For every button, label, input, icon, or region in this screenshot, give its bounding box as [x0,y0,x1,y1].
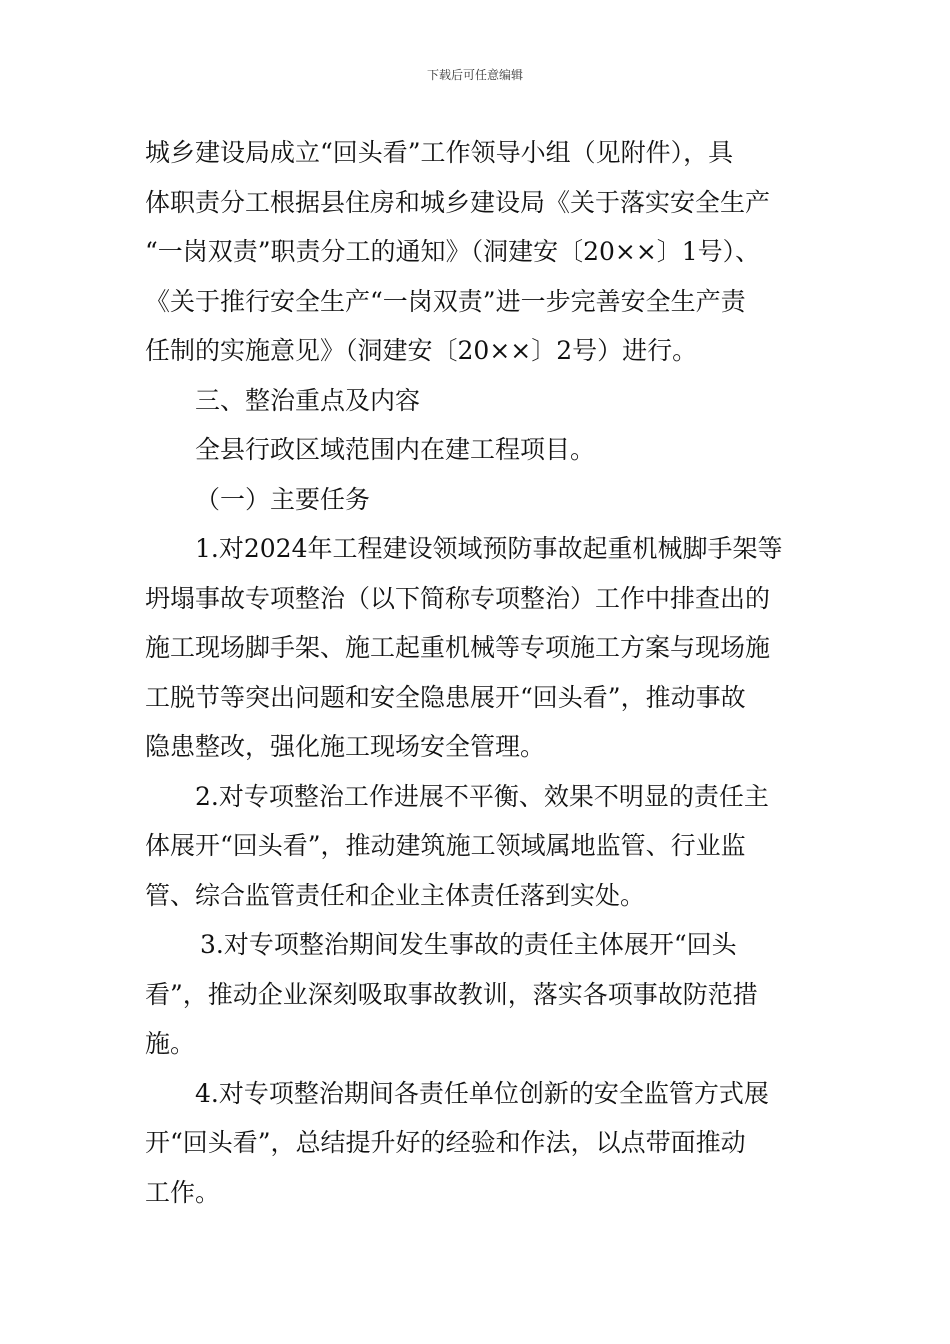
document-body [145,128,815,1217]
text-line: 施工现场脚手架、施工起重机械等专项施工方案与现场施 [145,633,771,662]
text-line: 《关于推行安全生产“一岗双责”进一步完善安全生产责 [145,286,746,316]
text-line: 看”，推动企业深刻吸取事故教训，落实各项事故防范措 [145,979,758,1009]
text-line: 体职责分工根据县住房和城乡建设局《关于落实安全生产 [145,187,771,217]
section-heading: 三、整治重点及内容 [195,385,421,415]
text-line: 任制的实施意见》（洞建安〔20××〕2号）进行。 [145,336,698,365]
page-header: 下载后可任意编辑 [426,68,523,82]
text-line: 管、综合监管责任和企业主体责任落到实处。 [145,880,646,910]
text-line: 隐患整改，强化施工现场安全管理。 [145,732,546,761]
text-line: 工作。 [145,1177,221,1207]
text-line: 3.对专项整治期间发生事故的责任主体展开“回头 [200,930,737,959]
subsection-heading: （一）主要任务 [195,484,371,514]
text-line: 工脱节等突出问题和安全隐患展开“回头看”，推动事故 [145,682,746,712]
text-line: 1.对2024年工程建设领域预防事故起重机械脚手架等 [195,534,783,563]
text-line: 坍塌事故专项整治（以下简称专项整治）工作中排查出的 [145,583,771,613]
text-line: 全县行政区域范围内在建工程项目。 [195,435,596,464]
text-line: 体展开“回头看”，推动建筑施工领域属地监管、行业监 [145,831,746,860]
text-line: 2.对专项整治工作进展不平衡、效果不明显的责任主 [195,781,769,811]
text-line: 开“回头看”，总结提升好的经验和作法，以点带面推动 [145,1128,746,1157]
text-line: 施。 [145,1029,196,1058]
text-line: 4.对专项整治期间各责任单位创新的安全监管方式展 [195,1078,769,1108]
text-line: “一岗双责”职责分工的通知》（洞建安〔20××〕1号）、 [145,237,761,266]
text-line: 城乡建设局成立“回头看”工作领导小组（见附件），具 [145,138,734,167]
